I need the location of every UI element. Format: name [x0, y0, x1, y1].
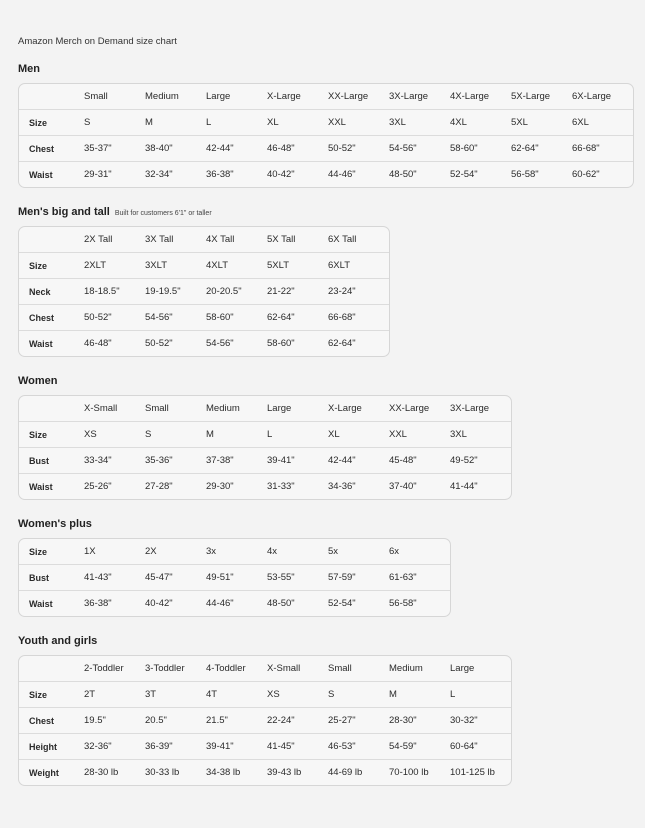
column-header: X-Small	[84, 396, 145, 422]
column-header: Medium	[145, 84, 206, 110]
row-label: Bust	[19, 565, 84, 591]
table-cell: 20-20.5"	[206, 279, 267, 305]
table-cell: XS	[84, 422, 145, 448]
row-label: Bust	[19, 448, 84, 474]
table-cell: 19.5"	[84, 708, 145, 734]
table-cell: 56-58"	[511, 169, 539, 180]
column-header: 2X Tall	[84, 227, 145, 253]
table-cell: 38-40"	[145, 136, 206, 162]
table-cell: S	[328, 682, 389, 708]
table-cell: 30-33 lb	[145, 767, 180, 778]
table-cell: 46-48"	[267, 136, 328, 162]
table-cell: 41-45"	[267, 734, 328, 760]
column-header: XX-Large	[328, 84, 389, 110]
table-cell: 20.5"	[145, 708, 206, 734]
table-cell: 39-43 lb	[267, 767, 302, 778]
column-header: 3X-Large	[450, 396, 511, 422]
table-cell: S	[84, 110, 145, 136]
table-cell: 50-52"	[145, 338, 173, 349]
table-row	[19, 448, 511, 474]
table-cell: 60-62"	[572, 169, 600, 180]
table-cell: 28-30"	[389, 708, 450, 734]
table-cell: L	[450, 682, 511, 708]
table-cell: 54-59"	[389, 734, 450, 760]
size-table-men	[18, 83, 634, 188]
column-header: Medium	[389, 656, 450, 682]
table-cell: 36-38"	[206, 169, 234, 180]
table-cell: 5XL	[511, 110, 572, 136]
row-label: Size	[19, 253, 84, 279]
table-cell: 1X	[84, 539, 145, 565]
header-corner-cell	[19, 656, 84, 682]
table-cell: 42-44"	[328, 448, 389, 474]
row-label: Waist	[29, 598, 53, 609]
row-label: Waist	[29, 338, 53, 349]
table-cell: 50-52"	[84, 305, 145, 331]
table-cell: 44-46"	[206, 598, 234, 609]
table-cell: 5XLT	[267, 253, 328, 279]
column-header: 6X Tall	[328, 227, 389, 253]
table-cell: 57-59"	[328, 565, 389, 591]
table-row	[19, 682, 511, 708]
table-cell: XL	[328, 422, 389, 448]
table-cell: 58-60"	[267, 338, 295, 349]
table-cell: 54-56"	[389, 136, 450, 162]
table-cell: 60-64"	[450, 734, 511, 760]
column-header: X-Large	[267, 84, 328, 110]
header-corner-cell	[19, 396, 84, 422]
table-header-row	[19, 656, 511, 682]
table-cell: 36-38"	[84, 598, 112, 609]
table-cell: 21.5"	[206, 708, 267, 734]
table-cell: 62-64"	[267, 305, 328, 331]
table-cell: 41-43"	[84, 565, 145, 591]
table-cell: 54-56"	[206, 338, 234, 349]
table-cell: 48-50"	[389, 169, 417, 180]
table-row	[19, 474, 511, 499]
table-cell: L	[267, 422, 328, 448]
row-label: Size	[19, 682, 84, 708]
table-cell: 21-22"	[267, 279, 328, 305]
table-cell: XL	[267, 110, 328, 136]
column-header: 4-Toddler	[206, 656, 267, 682]
table-cell: 36-39"	[145, 734, 206, 760]
table-row	[19, 760, 511, 785]
table-cell: 19-19.5"	[145, 279, 206, 305]
column-header: 6X-Large	[572, 84, 633, 110]
row-label: Neck	[19, 279, 84, 305]
row-label: Chest	[19, 708, 84, 734]
column-header: 3X Tall	[145, 227, 206, 253]
table-cell: 25-27"	[328, 708, 389, 734]
table-cell: 3XLT	[145, 253, 206, 279]
section-youth-girls	[18, 633, 512, 786]
table-cell: 2T	[84, 682, 145, 708]
table-cell: 32-36"	[84, 734, 145, 760]
table-cell: 22-24"	[267, 708, 328, 734]
table-cell: 29-31"	[84, 169, 112, 180]
table-cell: 66-68"	[572, 136, 633, 162]
section-heading: Men's big and tall Built for customers 6'1" or taller	[18, 206, 212, 218]
table-cell: 3XL	[450, 422, 511, 448]
table-cell: S	[145, 422, 206, 448]
column-header: Large	[450, 656, 511, 682]
table-cell: 39-41"	[267, 448, 328, 474]
section-subheading: Built for customers 6'1" or taller	[114, 210, 212, 217]
column-header: 4X Tall	[206, 227, 267, 253]
table-header-row	[19, 84, 633, 110]
row-label: Weight	[29, 767, 59, 778]
table-row	[19, 422, 511, 448]
table-cell: 2X	[145, 539, 206, 565]
table-cell: 3T	[145, 682, 206, 708]
column-header: 4X-Large	[450, 84, 511, 110]
column-header: 3X-Large	[389, 84, 450, 110]
table-cell: 29-30"	[206, 481, 234, 492]
column-header: Small	[84, 84, 145, 110]
table-cell: 41-44"	[450, 481, 478, 492]
table-cell: 35-36"	[145, 448, 206, 474]
table-row	[19, 734, 511, 760]
size-table-youth-girls	[18, 655, 512, 786]
table-cell: XXL	[389, 422, 450, 448]
column-header: Large	[267, 396, 328, 422]
table-cell: 6x	[389, 539, 450, 565]
table-cell: 49-52"	[450, 448, 511, 474]
table-cell: 49-51"	[206, 565, 267, 591]
table-cell: 52-54"	[450, 169, 478, 180]
table-header-row	[19, 227, 389, 253]
table-cell: 28-30 lb	[84, 767, 119, 778]
table-cell: 44-46"	[328, 169, 356, 180]
table-cell: 6XLT	[328, 253, 389, 279]
table-cell: 2XLT	[84, 253, 145, 279]
table-cell: 48-50"	[267, 598, 295, 609]
table-cell: 54-56"	[145, 305, 206, 331]
row-label: Height	[19, 734, 84, 760]
section-men-big-tall	[18, 204, 390, 357]
table-cell: 32-34"	[145, 169, 173, 180]
section-men	[18, 61, 634, 188]
column-header: 2-Toddler	[84, 656, 145, 682]
section-heading: Youth and girls	[18, 635, 98, 647]
table-row	[19, 110, 633, 136]
table-cell: 39-41"	[206, 734, 267, 760]
table-cell: 3XL	[389, 110, 450, 136]
table-cell: 33-34"	[84, 448, 145, 474]
row-label: Size	[19, 110, 84, 136]
table-cell: 52-54"	[328, 598, 356, 609]
table-cell: 58-60"	[206, 305, 267, 331]
table-cell: L	[206, 110, 267, 136]
table-cell: 44-69 lb	[328, 767, 363, 778]
table-cell: 37-38"	[206, 448, 267, 474]
section-heading: Women's plus	[18, 518, 92, 530]
row-label: Waist	[29, 481, 53, 492]
section-heading: Women	[18, 375, 58, 387]
row-label: Waist	[29, 169, 53, 180]
table-cell: 4T	[206, 682, 267, 708]
column-header: X-Large	[328, 396, 389, 422]
table-cell: 40-42"	[145, 598, 173, 609]
table-row	[19, 331, 389, 356]
section-women-plus	[18, 516, 451, 617]
table-cell: XS	[267, 682, 328, 708]
table-cell: 5x	[328, 539, 389, 565]
table-cell: 45-48"	[389, 448, 450, 474]
table-cell: 4XLT	[206, 253, 267, 279]
table-row	[19, 305, 389, 331]
section-women	[18, 373, 512, 500]
page-title: Amazon Merch on Demand size chart	[18, 36, 177, 47]
column-header: Medium	[206, 396, 267, 422]
table-cell: 37-40"	[389, 481, 417, 492]
column-header: 5X Tall	[267, 227, 328, 253]
row-label: Chest	[19, 136, 84, 162]
table-row	[19, 591, 450, 616]
table-cell: 18-18.5"	[84, 279, 145, 305]
table-row	[19, 279, 389, 305]
table-cell: 42-44"	[206, 136, 267, 162]
table-row	[19, 565, 450, 591]
table-cell: 46-48"	[84, 338, 112, 349]
table-row	[19, 539, 450, 565]
table-cell: 3x	[206, 539, 267, 565]
table-cell: 66-68"	[328, 305, 389, 331]
table-row	[19, 708, 511, 734]
table-cell: 50-52"	[328, 136, 389, 162]
column-header: 5X-Large	[511, 84, 572, 110]
table-cell: 6XL	[572, 110, 633, 136]
table-cell: 25-26"	[84, 481, 112, 492]
column-header: X-Small	[267, 656, 328, 682]
header-corner-cell	[19, 227, 84, 253]
row-label: Size	[19, 539, 84, 565]
table-cell: M	[145, 110, 206, 136]
table-cell: M	[389, 682, 450, 708]
table-cell: 4x	[267, 539, 328, 565]
column-header: Small	[145, 396, 206, 422]
table-row	[19, 162, 633, 187]
table-cell: XXL	[328, 110, 389, 136]
table-cell: 62-64"	[511, 136, 572, 162]
column-header: Small	[328, 656, 389, 682]
header-corner-cell	[19, 84, 84, 110]
table-cell: 61-63"	[389, 565, 450, 591]
table-cell: 62-64"	[328, 338, 356, 349]
row-label: Chest	[19, 305, 84, 331]
size-table-women-plus	[18, 538, 451, 617]
table-cell: 23-24"	[328, 279, 389, 305]
table-row	[19, 253, 389, 279]
table-cell: 34-36"	[328, 481, 356, 492]
table-header-row	[19, 396, 511, 422]
table-cell: 30-32"	[450, 708, 511, 734]
table-cell: 34-38 lb	[206, 767, 241, 778]
table-cell: 45-47"	[145, 565, 206, 591]
table-cell: 70-100 lb	[389, 767, 429, 778]
table-cell: 53-55"	[267, 565, 328, 591]
table-cell: 40-42"	[267, 169, 295, 180]
table-cell: 58-60"	[450, 136, 511, 162]
table-cell: 56-58"	[389, 598, 417, 609]
table-cell: 35-37"	[84, 136, 145, 162]
table-cell: 27-28"	[145, 481, 173, 492]
table-row	[19, 136, 633, 162]
table-cell: 46-53"	[328, 734, 389, 760]
column-header: Large	[206, 84, 267, 110]
table-cell: 4XL	[450, 110, 511, 136]
row-label: Size	[19, 422, 84, 448]
table-cell: 31-33"	[267, 481, 295, 492]
size-table-women	[18, 395, 512, 500]
table-cell: 101-125 lb	[450, 767, 495, 778]
size-table-men-big-tall	[18, 226, 390, 357]
column-header: XX-Large	[389, 396, 450, 422]
table-cell: M	[206, 422, 267, 448]
section-heading: Men	[18, 63, 40, 75]
column-header: 3-Toddler	[145, 656, 206, 682]
